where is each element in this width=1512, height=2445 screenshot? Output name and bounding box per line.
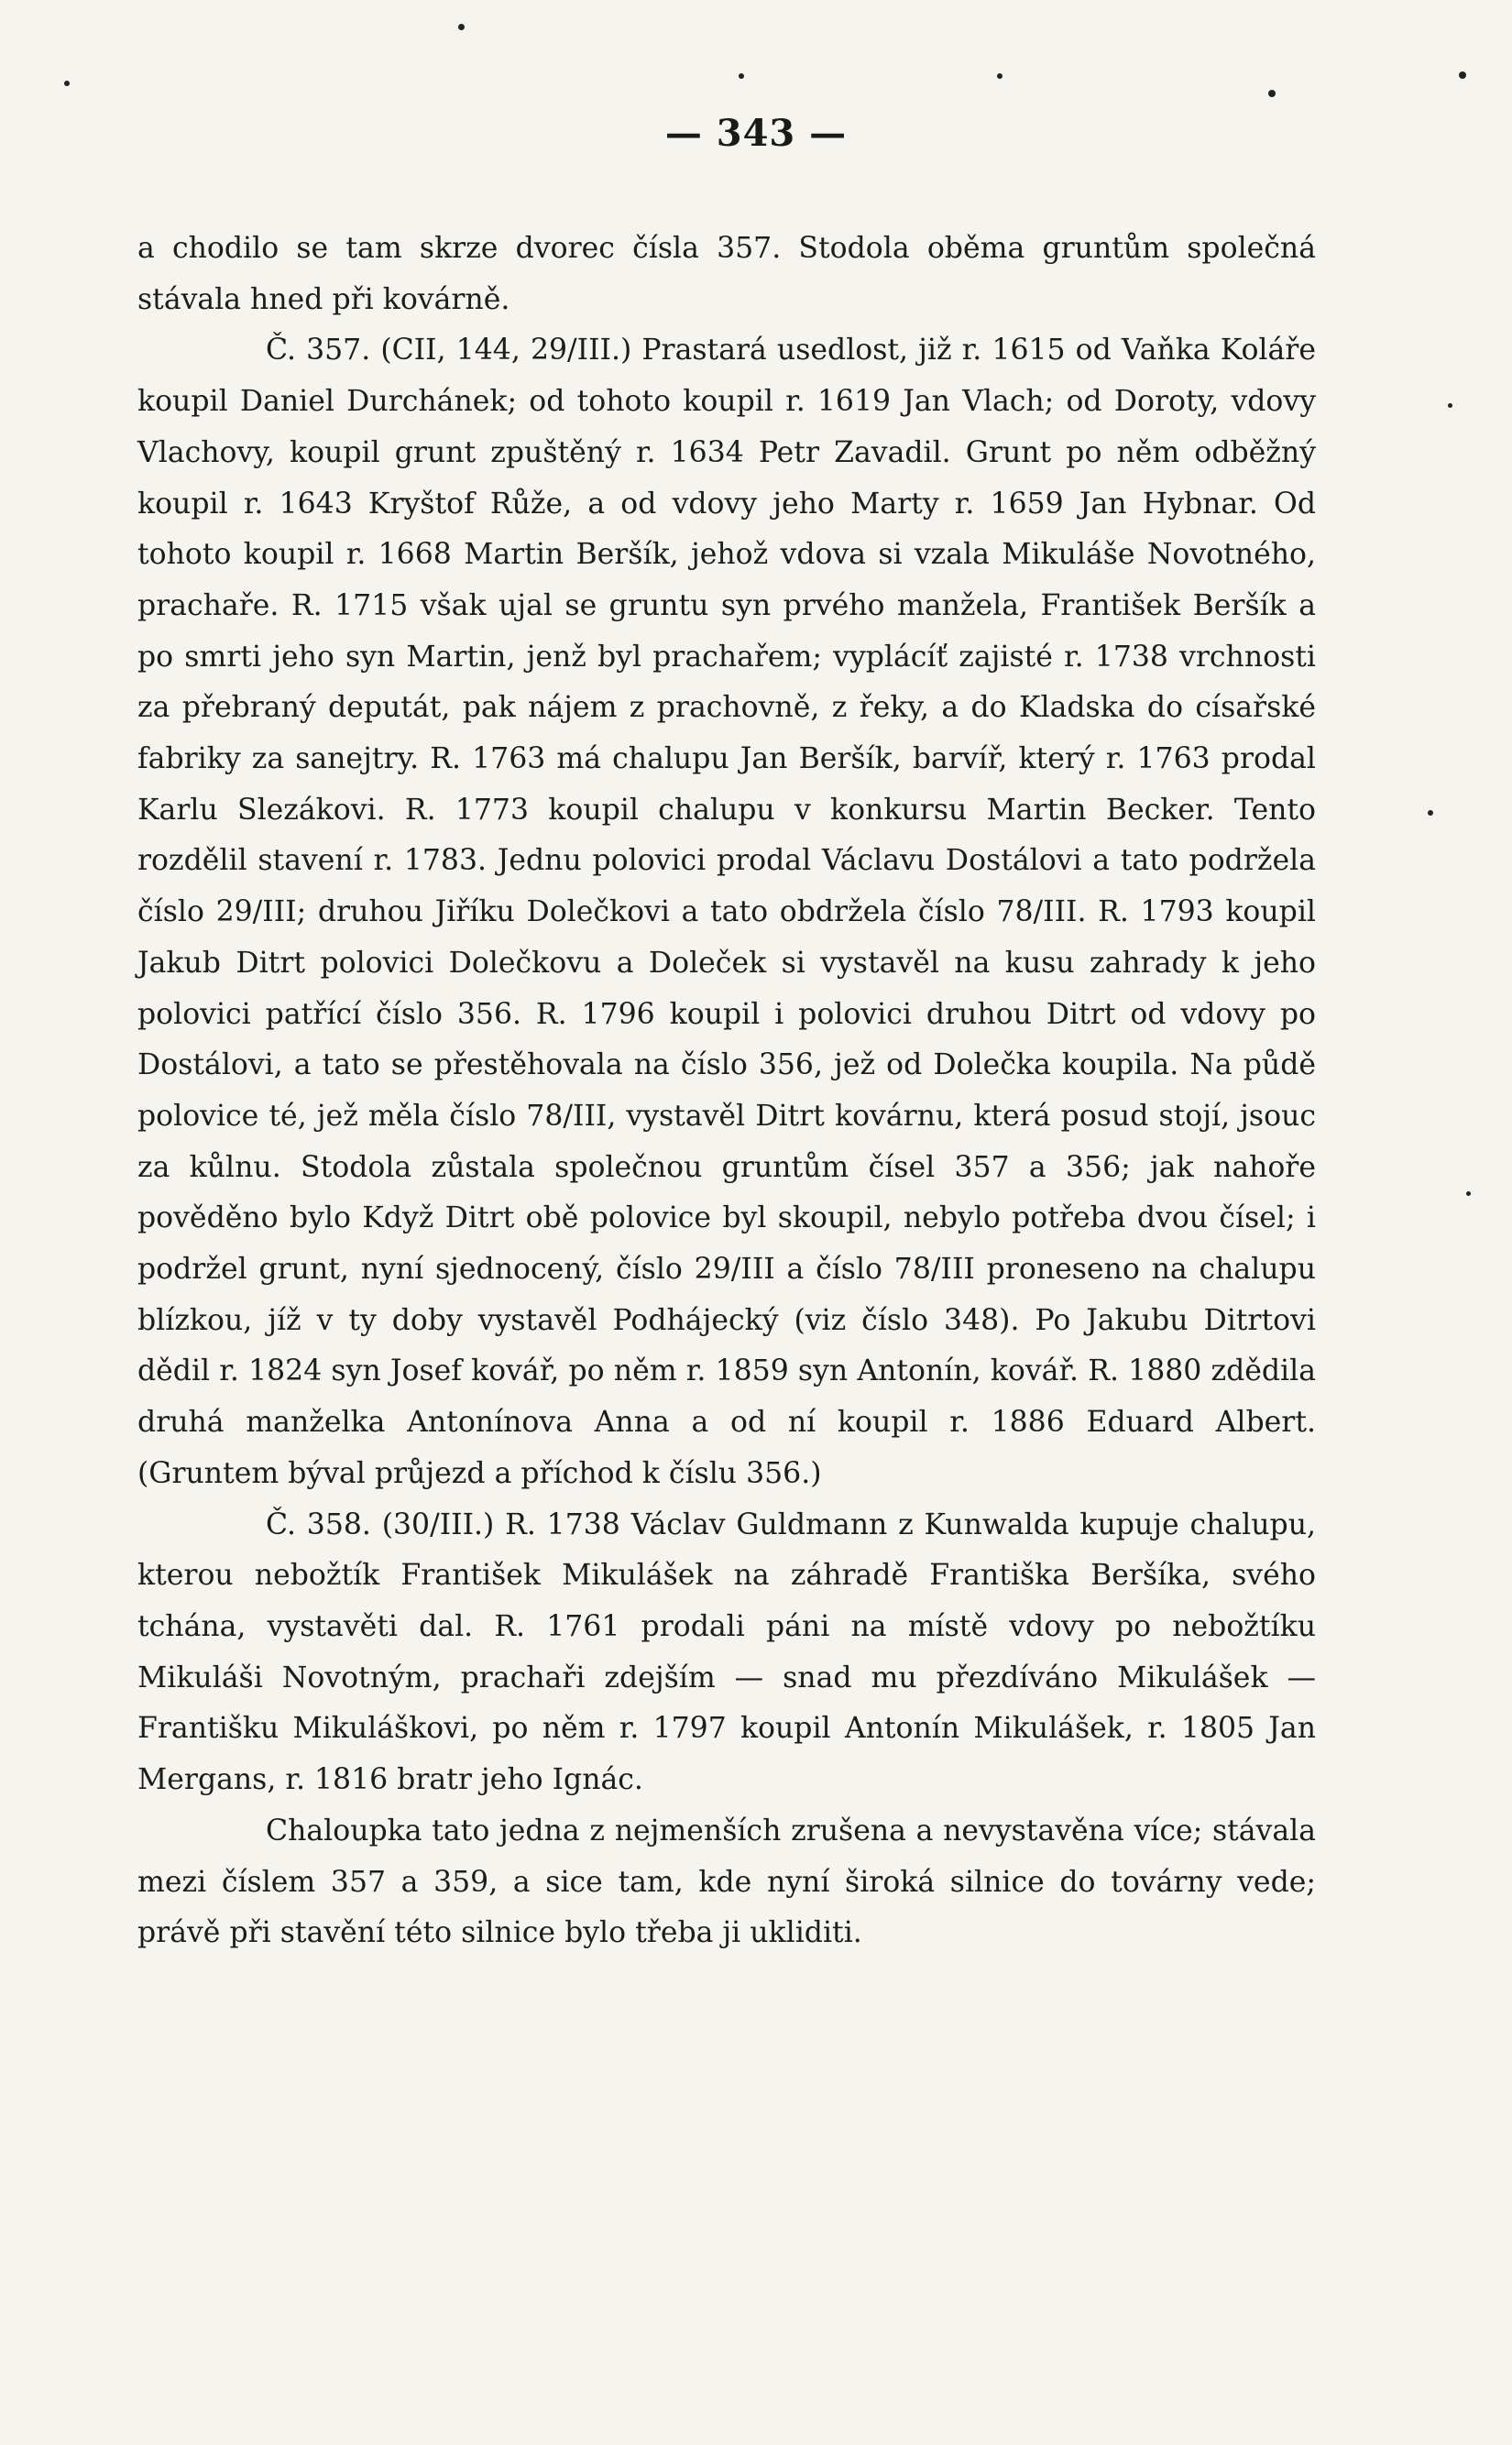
print-speck: [458, 24, 465, 30]
paragraph-continuation: a chodilo se tam skrze dvorec čísla 357. Stodola oběma gruntům společná stávala hned při kovárně.: [137, 232, 1316, 316]
paragraph-closing: Chaloupka tato jedna z nejmenších zrušena a nevystavěna více; stávala mezi číslem 357 a 359, a sice tam, kde nyní široká silnice do továrny vede; právě při stavění této silnice bylo třeba ji ukliditi.: [137, 1814, 1316, 1950]
print-speck: [1459, 71, 1466, 79]
print-speck: [1448, 403, 1452, 408]
print-speck: [1428, 810, 1433, 816]
print-speck: [64, 81, 70, 86]
paragraph-entry-357: Č. 357. (CII, 144, 29/III.) Prastará usedlost, již r. 1615 od Vaňka Koláře koupil Daniel Durchánek; od tohoto koupil r. 1619 Jan Vlach; od Doroty, vdovy Vlachovy, koupil grunt zpuštěný r. 1634 Petr Zavadil. Grunt po něm odběžný koupil r. 1643 Kryštof Růže, a od vdovy jeho Marty r. 1659 Jan Hybnar. Od tohoto koupil r. 1668 Martin Beršík, jehož vdova si vzala Mikuláše Novotného, prachaře. R. 1715 však ujal se gruntu syn prvého manžela, František Beršík a po smrti jeho syn Martin, jenž byl prachařem; vyplácíť zajisté r. 1738 vrchnosti za přebraný deputát, pak nájem z prachovně, z řeky, a do Kladska do císařské fabriky za sanejtry. R. 1763 má chalupu Jan Beršík, barvíř, který r. 1763 prodal Karlu Slezákovi. R. 1773 koupil chalupu v konkursu Martin Becker. Tento rozdělil stavení r. 1783. Jednu polovici prodal Václavu Dostálovi a tato podržela číslo 29/III; druhou Jiříku Dolečkovi a tato obdržela číslo 78/III. R. 1793 koupil Jakub Ditrt polovici Dolečkovu a Doleček si vystavěl na kusu zahrady k jeho polovici patřící číslo 356. R. 1796 koupil i polovici druhou Ditrt od vdovy po Dostálovi, a tato se přestěhovala na číslo 356, jež od Dolečka koupila. Na půdě polovice té, jež měla číslo 78/III, vystavěl Ditrt kovárnu, která posud stojí, jsouc za kůlnu. Stodola zůstala společnou gruntům čísel 357 a 356; jak nahoře pověděno bylo Když Ditrt obě polovice byl skoupil, nebylo potřeba dvou čísel; i podržel grunt, nyní sjednocený, číslo 29/III a číslo 78/III proneseno na chalupu blízkou, jíž v ty doby vystavěl Podhájecký (viz číslo 348). Po Jakubu Ditrtovi dědil r. 1824 syn Josef kovář, po něm r. 1859 syn Antonín, kovář. R. 1880 zdědila druhá manželka Antonínova Anna a od ní koupil r. 1886 Eduard Albert. (Gruntem býval průjezd a příchod k číslu 356.): [137, 334, 1316, 1490]
print-speck: [1466, 1191, 1471, 1196]
print-speck: [739, 73, 744, 79]
paragraph-entry-358: Č. 358. (30/III.) R. 1738 Václav Guldmann z Kunwalda kupuje chalupu, kterou nebožtík František Mikulášek na záhradě Františka Beršíka, svého tchána, vystavěti dal. R. 1761 prodali páni na místě vdovy po nebožtíku Mikuláši Novotným, prachaři zdejším — snad mu přezdíváno Mikulášek — Františku Mikuláškovi, po něm r. 1797 koupil Antonín Mikulášek, r. 1805 Jan Mergans, r. 1816 bratr jeho Ignác.: [137, 1508, 1316, 1797]
body-text: [137, 224, 1316, 1959]
print-speck: [997, 73, 1003, 79]
print-speck: [1268, 90, 1276, 97]
page-number: — 343 —: [664, 112, 848, 155]
